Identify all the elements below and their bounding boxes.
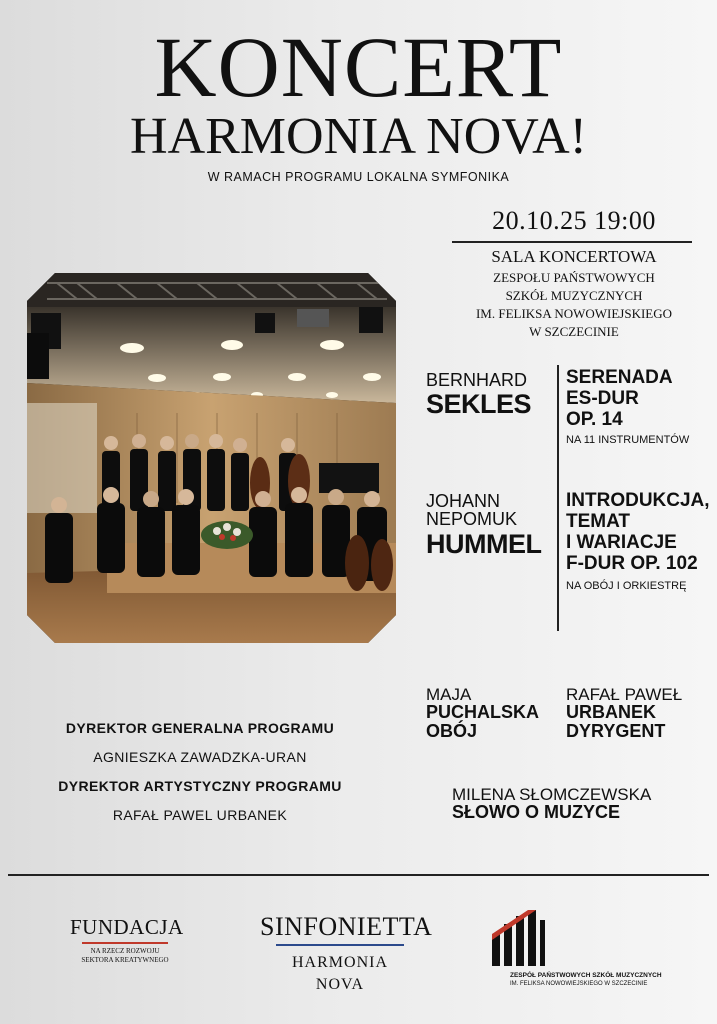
school-logo bbox=[490, 910, 660, 990]
date-divider bbox=[452, 241, 692, 243]
sinfonietta-logo-line: HARMONIA bbox=[292, 954, 388, 971]
performer-name: MAJA bbox=[426, 685, 472, 704]
school-logo-line: ZESPÓŁ PAŃSTWOWYCH SZKÓŁ MUZYCZNYCH bbox=[510, 972, 662, 979]
fundacja-logo-line: NA RZECZ ROZWOJU bbox=[90, 947, 160, 955]
venue-line: SZKÓŁ MUZYCZNYCH bbox=[505, 288, 643, 303]
fundacja-logo-name: FUNDACJA bbox=[70, 915, 184, 939]
performer-surname: PUCHALSKA bbox=[426, 702, 540, 722]
fundacja-accent-line bbox=[82, 942, 168, 944]
school-emblem-icon bbox=[490, 910, 546, 966]
footer-divider bbox=[8, 874, 709, 876]
speaker-role: SŁOWO O MUZYCE bbox=[452, 802, 620, 822]
speaker-name: MILENA SŁOMCZEWSKA bbox=[452, 785, 652, 804]
program-tagline: W RAMACH PROGRAMU LOKALNA SYMFONIKA bbox=[207, 170, 510, 184]
composer-surname: SEKLES bbox=[426, 389, 532, 419]
composer-first-name: JOHANN bbox=[426, 491, 501, 511]
composer-first-name: BERNHARD bbox=[426, 370, 528, 390]
conductor-surname: URBANEK bbox=[566, 702, 656, 722]
composer-middle-name: NEPOMUK bbox=[426, 509, 518, 529]
artistic-director-label: DYREKTOR ARTYSTYCZNY PROGRAMU bbox=[58, 778, 342, 794]
venue-line: IM. FELIKSA NOWOWIEJSKIEGO bbox=[475, 306, 673, 321]
fundacja-logo-line: SEKTORA KREATYWNEGO bbox=[81, 956, 169, 964]
performer-role: OBÓJ bbox=[426, 721, 478, 741]
event-datetime: 20.10.25 19:00 bbox=[492, 206, 656, 235]
school-logo-line: IM. FELIKSA NOWOWIEJSKIEGO W SZCZECINIE bbox=[510, 981, 648, 987]
poster-subtitle-title: HARMONIA NOVA! bbox=[130, 108, 587, 165]
work-instrumentation: NA 11 INSTRUMENTÓW bbox=[566, 434, 690, 446]
program-divider bbox=[557, 365, 559, 631]
work-title: I WARIACJE bbox=[566, 532, 677, 553]
sinfonietta-logo-name: SINFONIETTA bbox=[260, 912, 433, 941]
work-title: F-DUR OP. 102 bbox=[566, 553, 698, 574]
general-director-label: DYREKTOR GENERALNA PROGRAMU bbox=[65, 720, 335, 736]
conductor-name: RAFAŁ PAWEŁ bbox=[566, 685, 683, 704]
artistic-director-name: RAFAŁ PAWEL URBANEK bbox=[112, 807, 288, 823]
venue-line: W SZCZECINIE bbox=[529, 324, 619, 339]
work-title: SERENADA bbox=[566, 367, 673, 388]
sinfonietta-logo bbox=[260, 890, 433, 1008]
sinfonietta-accent-line bbox=[276, 944, 404, 946]
venue-title: SALA KONCERTOWA bbox=[491, 247, 657, 266]
venue-line: ZESPOŁU PAŃSTWOWYCH bbox=[493, 270, 655, 285]
ensemble-photo bbox=[27, 273, 396, 643]
work-instrumentation: NA OBÓJ I ORKIESTRĘ bbox=[566, 580, 687, 592]
sinfonietta-logo-line: NOVA bbox=[315, 976, 365, 993]
composer-surname: HUMMEL bbox=[426, 529, 542, 559]
conductor-role: DYRYGENT bbox=[566, 721, 666, 741]
general-director-name: AGNIESZKA ZAWADZKA-URAN bbox=[93, 749, 307, 765]
work-title: ES-DUR bbox=[566, 388, 639, 409]
work-title: OP. 14 bbox=[566, 409, 623, 430]
poster-title: KONCERT bbox=[154, 19, 563, 115]
work-title: INTRODUKCJA, bbox=[566, 490, 710, 511]
fundacja-logo bbox=[70, 915, 184, 985]
work-title: TEMAT bbox=[566, 511, 631, 532]
